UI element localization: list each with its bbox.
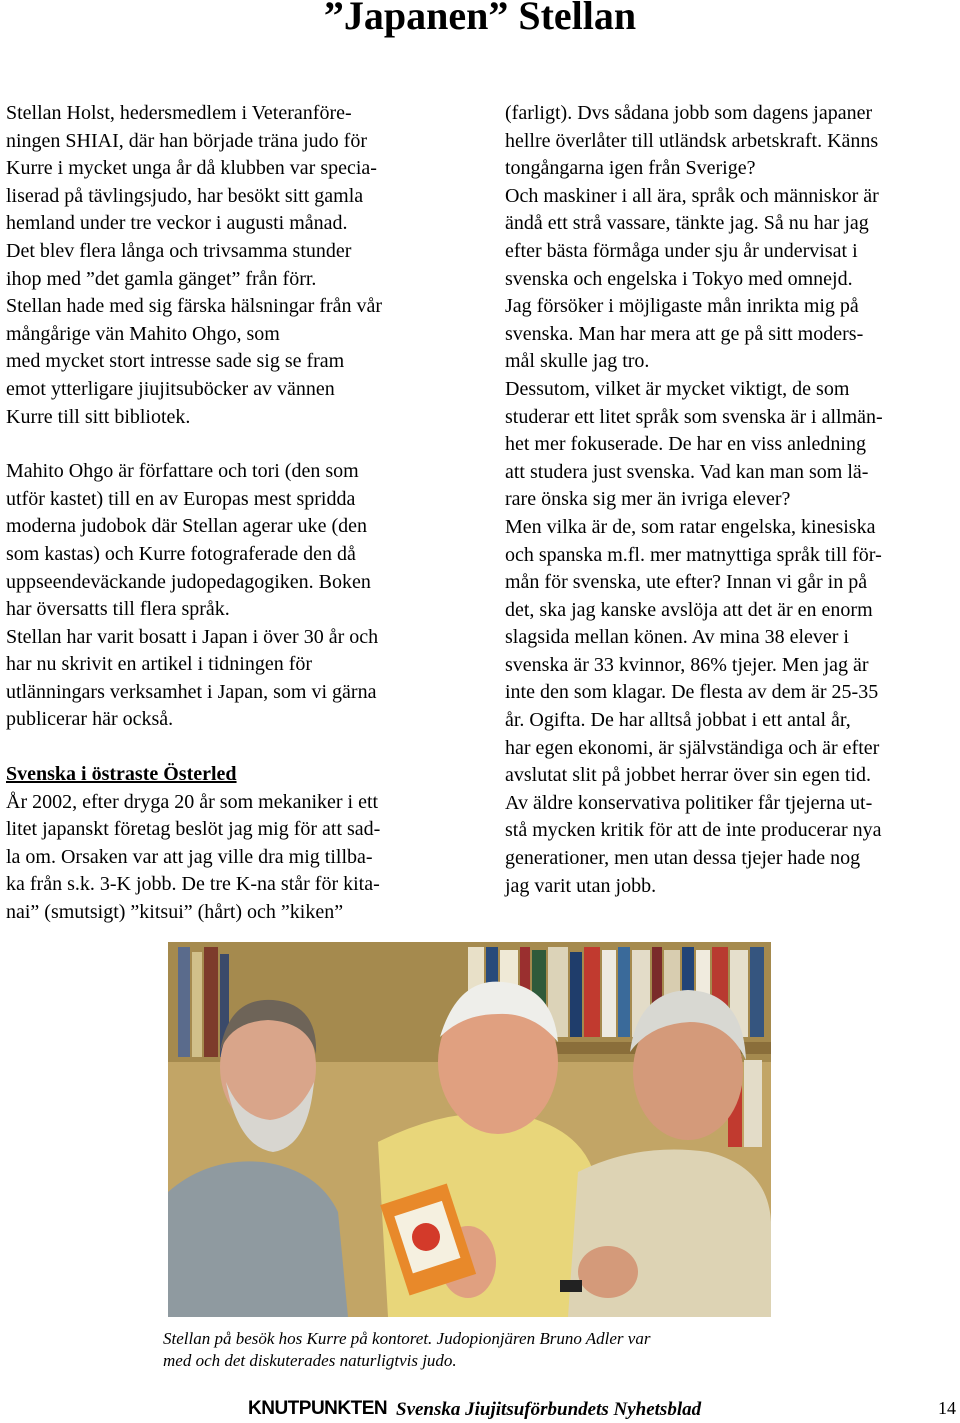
page-footer [0, 1396, 960, 1422]
paragraph-section [6, 789, 466, 927]
text-line: utför kastet) till en av Europas mest spridda [6, 487, 356, 510]
text-line: Kurre i mycket unga år då klubben var specia- [6, 157, 377, 180]
text-line: hemland under tre veckor i augusti månad. [6, 212, 348, 235]
text-line: Jag försöker i möjligaste mån inrikta mig på [505, 295, 859, 318]
right-column [505, 100, 957, 900]
text-line: moderna judobok där Stellan agerar uke (den [6, 515, 367, 538]
text-line: har nu skrivit en artikel i tidningen för [6, 653, 313, 676]
text-line: stå mycken kritik för att de inte producerar nya [505, 819, 882, 842]
text-line: publicerar här också. [6, 708, 174, 731]
text-line: Men vilka är de, som ratar engelska, kinesiska [505, 515, 876, 538]
section-heading: Svenska i östraste Österled [6, 763, 237, 786]
text-line: svenska och engelska i Tokyo med omnejd. [505, 267, 853, 290]
text-line: Stellan Holst, hedersmedlem i Veteranföre- [6, 102, 352, 124]
left-column [6, 100, 466, 927]
text-line: och spanska m.fl. mer matnyttiga språk till för- [505, 543, 882, 566]
photo-illustration [168, 942, 771, 1317]
caption-line: med och det diskuterades naturligtvis judo. [163, 1351, 457, 1370]
text-line: tongångarna igen från Sverige? [505, 157, 756, 180]
text-line: år. Ogifta. De har alltså jobbat i ett antal år, [505, 709, 851, 732]
text-line: slagsida mellan könen. Av mina 38 elever i [505, 626, 849, 649]
page-number: 14 [938, 1398, 956, 1418]
text-line: med mycket stort intresse sade sig se fram [6, 350, 345, 373]
text-line: mål skulle jag tro. [505, 350, 650, 373]
text-line: Kurre till sitt bibliotek. [6, 405, 191, 428]
text-line: utlänningars verksamhet i Japan, som vi gärna [6, 680, 377, 703]
text-line: som kastas) och Kurre fotograferade den då [6, 542, 356, 565]
text-line: svenska. Man har mera att ge på sitt moders- [505, 322, 864, 345]
text-line: mångårige vän Mahito Ohgo, som [6, 322, 280, 345]
text-line: jag varit utan jobb. [505, 874, 657, 897]
text-line: Mahito Ohgo är författare och tori (den som [6, 460, 359, 483]
text-line: Det blev flera långa och trivsamma stunder [6, 239, 352, 262]
text-line: svenska är 33 kvinnor, 86% tjejer. Men jag är [505, 653, 869, 676]
text-line: Stellan har varit bosatt i Japan i över 30 år och [6, 625, 379, 648]
text-line: Dessutom, vilket är mycket viktigt, de som [505, 377, 850, 400]
photo-caption [163, 1328, 783, 1372]
text-line: År 2002, efter dryga 20 år som mekaniker i ett [6, 790, 379, 813]
text-line: het mer fokuserade. De har en viss anledning [505, 433, 866, 456]
text-line: hellre överlåter till utländsk arbetskraft. Känns [505, 129, 879, 152]
paragraph-mahito [6, 458, 466, 734]
text-line: ihop med ”det gamla gänget” från förr. [6, 267, 317, 290]
paragraph-intro [6, 100, 466, 431]
text-line: ningen SHIAI, där han började träna judo för [6, 129, 367, 152]
text-line: inte den som klagar. De flesta av dem är 25-35 [505, 681, 879, 704]
caption-line: Stellan på besök hos Kurre på kontoret. Judopionjären Bruno Adler var [163, 1329, 651, 1348]
article-photo [168, 942, 771, 1317]
text-line: studerar ett litet språk som svenska är i allmän- [505, 405, 883, 428]
article-title: ”Japanen” Stellan [323, 0, 637, 38]
text-line: avslutat slit på jobbet herrar över sin egen tid. [505, 764, 872, 787]
text-line: generationer, men utan dessa tjejer hade nog [505, 847, 861, 870]
footer-subtitle: Svenska Jiujitsuförbundets Nyhetsblad [396, 1399, 702, 1420]
text-line: liserad på tävlingsjudo, har besökt sitt gamla [6, 184, 364, 207]
text-line: Av äldre konservativa politiker får tjejerna ut- [505, 791, 873, 814]
text-line: har översatts till flera språk. [6, 598, 230, 621]
text-line: la om. Orsaken var att jag ville dra mig tillba- [6, 845, 373, 868]
text-line: emot ytterligare jiujitsuböcker av vännen [6, 377, 335, 400]
text-line: nai” (smutsigt) ”kitsui” (hårt) och ”kiken” [6, 901, 344, 924]
text-line: rare önska sig mer än ivriga elever? [505, 488, 791, 511]
footer-brand: KNUTPUNKTEN [248, 1398, 388, 1419]
text-line: uppseendeväckande judopedagogiken. Boken [6, 570, 371, 593]
text-line: (farligt). Dvs sådana jobb som dagens japaner [505, 102, 873, 124]
text-line: ka från s.k. 3-K jobb. De tre K-na står för kita- [6, 873, 380, 896]
text-line: det, ska jag kanske avslöja att det är en enorm [505, 598, 873, 621]
text-line: efter bästa förmåga under sju år undervisat i [505, 239, 858, 262]
text-line: ändå ett strå vassare, tänkte jag. Så nu har jag [505, 212, 869, 235]
text-line: har egen ekonomi, är självständiga och är efter [505, 736, 880, 759]
text-line: Stellan hade med sig färska hälsningar från vår [6, 295, 382, 318]
text-line: litet japanskt företag beslöt jag mig för att sad- [6, 818, 381, 841]
text-line: mån för svenska, ute efter? Innan vi går in på [505, 571, 868, 594]
text-line: att studera just svenska. Vad kan man som lä- [505, 460, 869, 483]
text-line: Och maskiner i all ära, språk och människor är [505, 184, 879, 207]
